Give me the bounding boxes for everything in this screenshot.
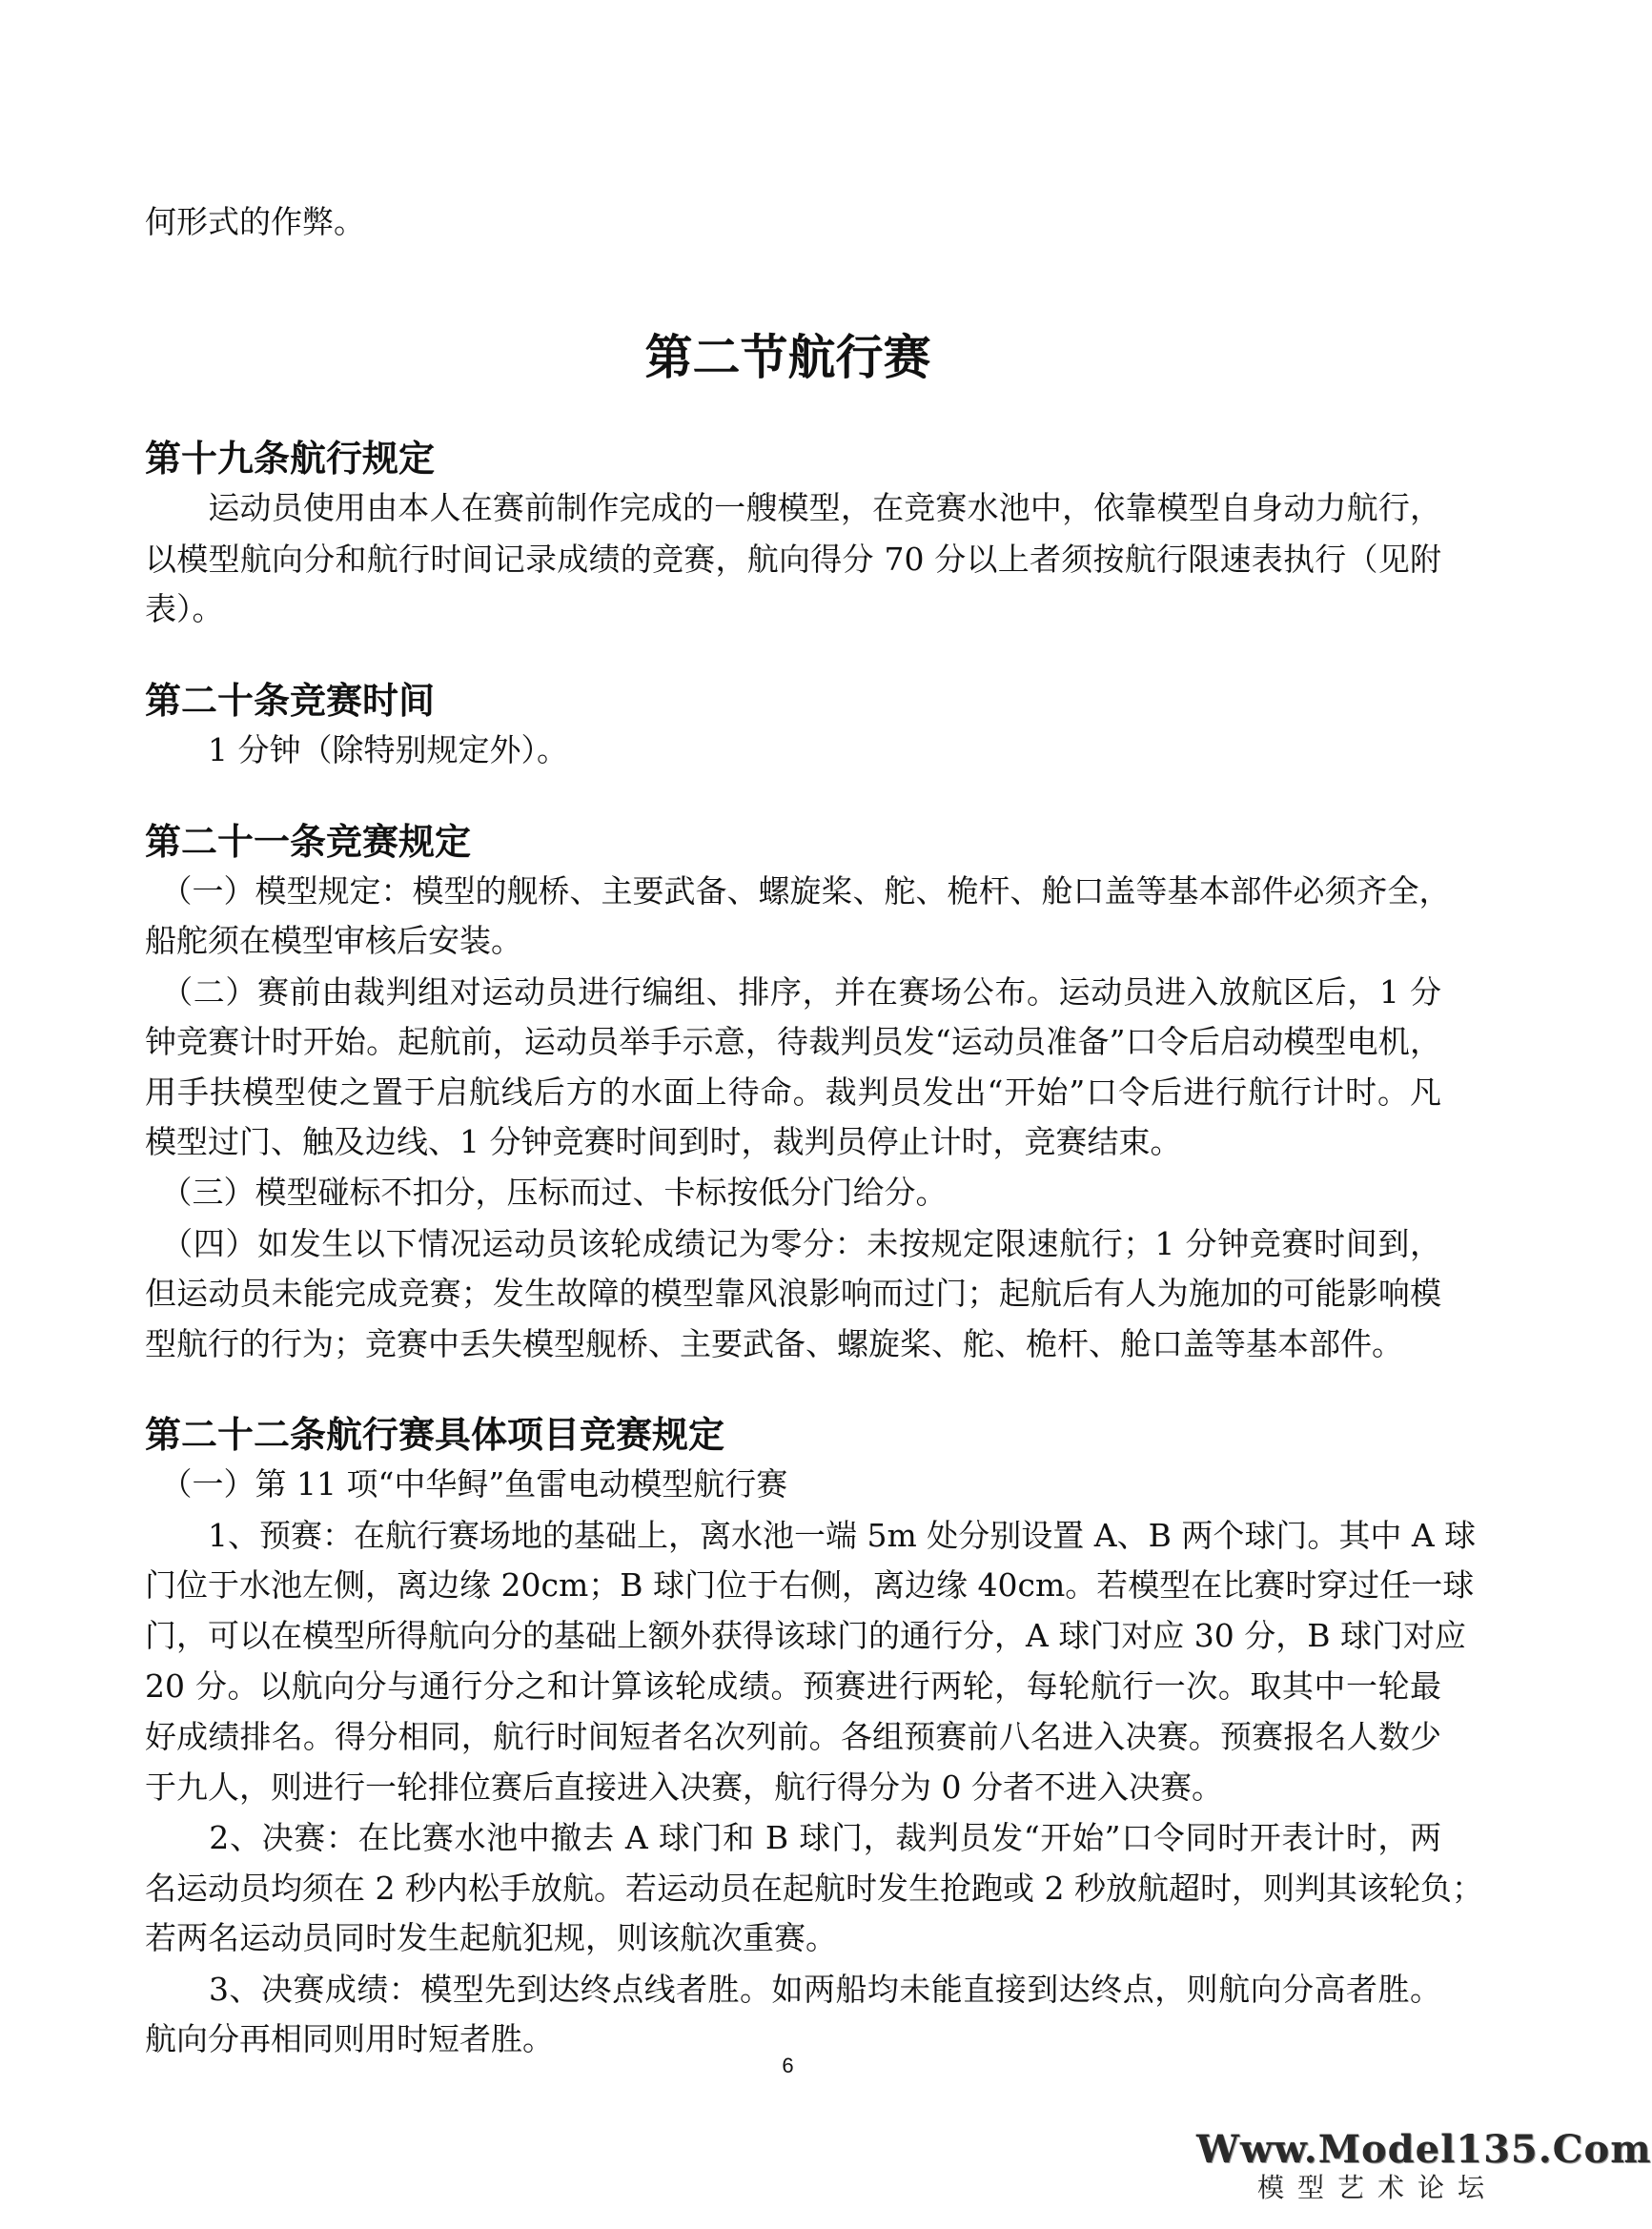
article-19-heading: 第十九条航行规定	[145, 438, 436, 480]
article-22-line: 3、决赛成绩：模型先到达终点线者胜。如两船均未能直接到达终点，则航向分高者胜。	[145, 1971, 1441, 2008]
article-22-heading: 第二十二条航行赛具体项目竞赛规定	[145, 1414, 725, 1456]
article-22-line: 于九人，则进行一轮排位赛后直接进入决赛，航行得分为 0 分者不进入决赛。	[145, 1769, 1223, 1806]
article-22-line: 1、预赛：在航行赛场地的基础上，离水池一端 5m 处分别设置 A、B 两个球门。其中 A 球	[145, 1517, 1477, 1554]
article-21-line: 模型过门、触及边线、1 分钟竞赛时间到时，裁判员停止计时，竞赛结束。	[145, 1123, 1182, 1160]
article-22-line: 好成绩排名。得分相同，航行时间短者名次列前。各组预赛前八名进入决赛。预赛报名人数少	[145, 1718, 1441, 1755]
article-21-line: 船舵须在模型审核后安装。	[145, 922, 522, 959]
article-22-line: 门，可以在模型所得航向分的基础上额外获得该球门的通行分，A 球门对应 30 分，B 球门对应	[145, 1617, 1467, 1654]
article-21-line: 型航行的行为；竞赛中丢失模型舰桥、主要武备、螺旋桨、舵、桅杆、舱口盖等基本部件。	[145, 1325, 1403, 1362]
article-22-line: （一）第 11 项“中华鲟”鱼雷电动模型航行赛	[145, 1465, 788, 1503]
article-21-line: 用手扶模型使之置于启航线后方的水面上待命。裁判员发出“开始”口令后进行航行计时。凡	[145, 1074, 1441, 1111]
article-19-line: 以模型航向分和航行时间记录成绩的竞赛，航向得分 70 分以上者须按航行限速表执行（见附	[145, 541, 1441, 578]
article-21-line: （二）赛前由裁判组对运动员进行编组、排序，并在赛场公布。运动员进入放航区后，1 分	[145, 973, 1441, 1011]
article-19-line: 表）。	[145, 590, 224, 627]
article-20-heading: 第二十条竞赛时间	[145, 680, 436, 722]
article-22-line: 2、决赛：在比赛水池中撤去 A 球门和 B 球门，裁判员发“开始”口令同时开表计时，两	[145, 1819, 1441, 1856]
article-22-line: 若两名运动员同时发生起航犯规，则该航次重赛。	[145, 1919, 837, 1956]
article-22-line: 门位于水池左侧，离边缘 20cm；B 球门位于右侧，离边缘 40cm。若模型在比赛时穿过任一球	[145, 1566, 1475, 1604]
watermark	[1196, 2127, 1652, 2204]
article-21-line: （一）模型规定：模型的舰桥、主要武备、螺旋桨、舵、桅杆、舱口盖等基本部件必须齐全，	[145, 872, 1451, 910]
article-21-line: 钟竞赛计时开始。起航前，运动员举手示意，待裁判员发“运动员准备”口令后启动模型电机，	[145, 1023, 1441, 1060]
article-22-line: 名运动员均须在 2 秒内松手放航。若运动员在起航时发生抢跑或 2 秒放航超时，则判其该轮负；	[145, 1870, 1483, 1907]
watermark-subtitle: 模型艺术论坛	[1256, 2172, 1498, 2203]
continued-text: 何形式的作弊。	[145, 203, 365, 240]
watermark-url: Www.Model135.Com	[1196, 2127, 1652, 2172]
article-20-line: 1 分钟（除特别规定外）。	[145, 731, 568, 768]
article-22-line: 航向分再相同则用时短者胜。	[145, 2020, 554, 2057]
article-21-heading: 第二十一条竞赛规定	[145, 821, 472, 863]
article-22-line: 20 分。以航向分与通行分之和计算该轮成绩。预赛进行两轮，每轮航行一次。取其中一轮最	[145, 1667, 1441, 1705]
article-21-line: （三）模型碰标不扣分，压标而过、卡标按低分门给分。	[145, 1174, 948, 1211]
article-21-line: （四）如发生以下情况运动员该轮成绩记为零分：未按规定限速航行；1 分钟竞赛时间到，	[145, 1225, 1441, 1262]
section-title: 第二节航行赛	[644, 330, 931, 385]
page-number: 6	[782, 2054, 794, 2077]
article-19-line: 运动员使用由本人在赛前制作完成的一艘模型，在竞赛水池中，依靠模型自身动力航行，	[145, 489, 1441, 526]
article-21-line: 但运动员未能完成竞赛；发生故障的模型靠风浪影响而过门；起航后有人为施加的可能影响模	[145, 1275, 1441, 1312]
